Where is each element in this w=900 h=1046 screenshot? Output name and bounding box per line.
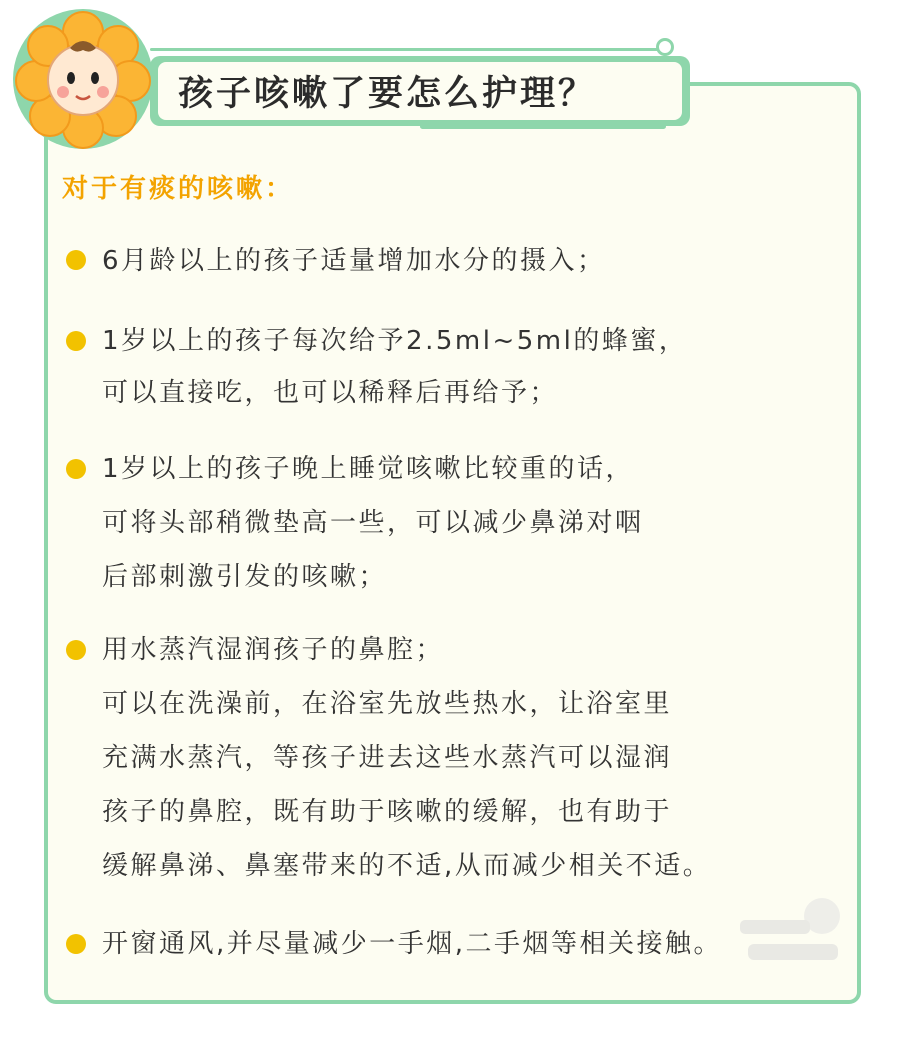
item-1-line-1: 6月龄以上的孩子适量增加水分的摄入； [102,246,606,276]
title-decor-line [150,48,662,51]
item-4-line-5: 缓解鼻涕、鼻塞带来的不适,从而减少相关不适。 [102,851,712,881]
bullet-dot [66,331,86,351]
item-4-line-3: 充满水蒸汽，等孩子进去这些水蒸汽可以湿润 [102,743,673,773]
watermark-logo-icon [730,890,850,980]
item-4-line-4: 孩子的鼻腔，既有助于咳嗽的缓解，也有助于 [102,797,673,827]
title-banner [150,56,690,126]
item-3-line-3: 后部刺激引发的咳嗽； [102,562,388,592]
flower-baby-mascot-icon [8,4,158,154]
title-decor-underline [420,124,666,129]
item-4-line-1: 用水蒸汽湿润孩子的鼻腔； [102,635,445,665]
item-2-line-2: 可以直接吃，也可以稀释后再给予； [102,378,559,408]
title-banner-inner [158,62,682,120]
page-title: 孩子咳嗽了要怎么护理？ [178,74,597,114]
bullet-dot [66,640,86,660]
item-2-line-1: 1岁以上的孩子每次给予2.5ml~5ml的蜂蜜， [102,326,688,356]
bullet-dot [66,934,86,954]
item-3-line-1: 1岁以上的孩子晚上睡觉咳嗽比较重的话， [102,454,635,484]
section-heading: 对于有痰的咳嗽： [62,174,295,204]
item-3-line-2: 可将头部稍微垫高一些，可以减少鼻涕对咽 [102,508,644,538]
bullet-dot [66,250,86,270]
item-4-line-2: 可以在洗澡前，在浴室先放些热水，让浴室里 [102,689,673,719]
title-decor-dot [656,38,674,56]
bullet-dot [66,459,86,479]
item-5-line-1: 开窗通风,并尽量减少一手烟,二手烟等相关接触。 [102,929,723,959]
